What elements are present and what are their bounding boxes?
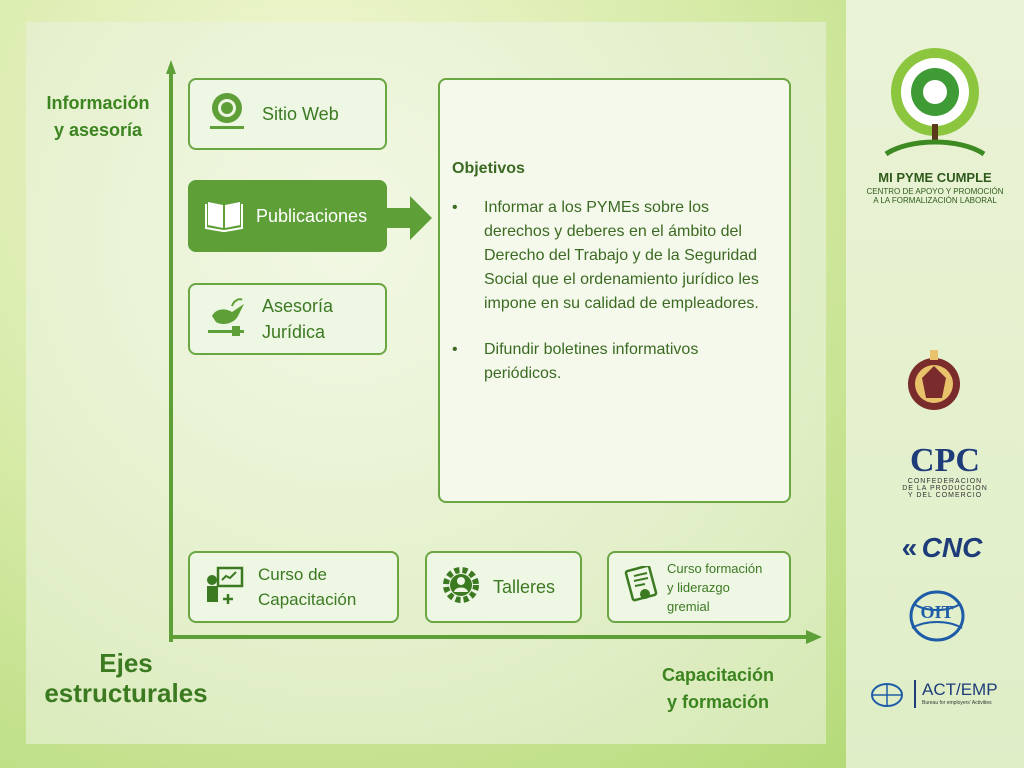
card-asesoria-juridica[interactable]	[188, 283, 387, 355]
oit-text: OIT	[920, 602, 954, 622]
objetivo-item: • Difundir boletines informativos periódicos.	[452, 338, 775, 386]
brand-block	[846, 170, 1024, 205]
card-talleres[interactable]	[425, 551, 582, 623]
card-curso-formacion[interactable]	[607, 551, 791, 623]
gear-person-icon	[441, 565, 481, 610]
university-seal-logo	[906, 348, 962, 414]
actemp-globe-icon	[870, 682, 904, 708]
corner-title: Ejes estructurales	[44, 648, 208, 708]
x-axis-label: Capacitación y formación	[661, 665, 775, 712]
book-icon	[204, 194, 244, 239]
card-sitio-web[interactable]	[188, 78, 387, 150]
horizontal-axis-arrow	[170, 630, 822, 644]
cpc-logo: CPC CONFEDERACION DE LA PRODUCCION Y DEL COMERCIO	[902, 442, 988, 499]
talleres-label: Talleres	[493, 577, 556, 597]
objetivo-item: • Informar a los PYMEs sobre los derechos y deberes en el ámbito del Derecho del Trabajo y de la Seguridad Social que el ordenamiento jurídico les impone en su calidad de empleadores.	[452, 196, 775, 316]
publicaciones-label: Publicaciones	[256, 206, 368, 226]
objetivos-list	[452, 196, 775, 386]
globe-icon	[204, 89, 250, 140]
brand-title: MI PYME CUMPLE	[878, 170, 992, 185]
objetivos-panel	[438, 78, 791, 503]
sidebar-logos	[846, 0, 1024, 768]
certificate-icon	[623, 566, 659, 609]
y-axis-label: Información y asesoría	[46, 93, 150, 140]
vertical-axis-arrow	[166, 60, 176, 642]
cnc-logo: « CNC	[901, 532, 983, 563]
card-publicaciones[interactable]	[188, 180, 387, 252]
dove-gavel-icon	[204, 294, 250, 345]
brand-sub1: CENTRO DE APOYO Y PROMOCIÓN	[866, 187, 1004, 196]
objetivos-title: Objetivos	[452, 160, 525, 177]
sitio-web-label: Sitio Web	[262, 104, 339, 124]
cnc-chevron-icon: «	[901, 532, 918, 563]
brand-sub2: A LA FORMALIZACIÓN LABORAL	[873, 196, 997, 205]
presenter-icon	[204, 564, 246, 611]
curso-capacitacion-label: Curso de Capacitación	[258, 565, 357, 609]
callout-arrow	[384, 196, 432, 240]
card-curso-capacitacion[interactable]	[188, 551, 399, 623]
asesoria-label: Asesoría Jurídica	[262, 296, 334, 342]
mi-pyme-cumple-logo	[880, 40, 990, 158]
curso-formacion-label: Curso formación y liderazgo gremial	[667, 560, 763, 614]
actemp-logo: ACT/EMP Bureau for employers' Activities	[870, 680, 1010, 710]
